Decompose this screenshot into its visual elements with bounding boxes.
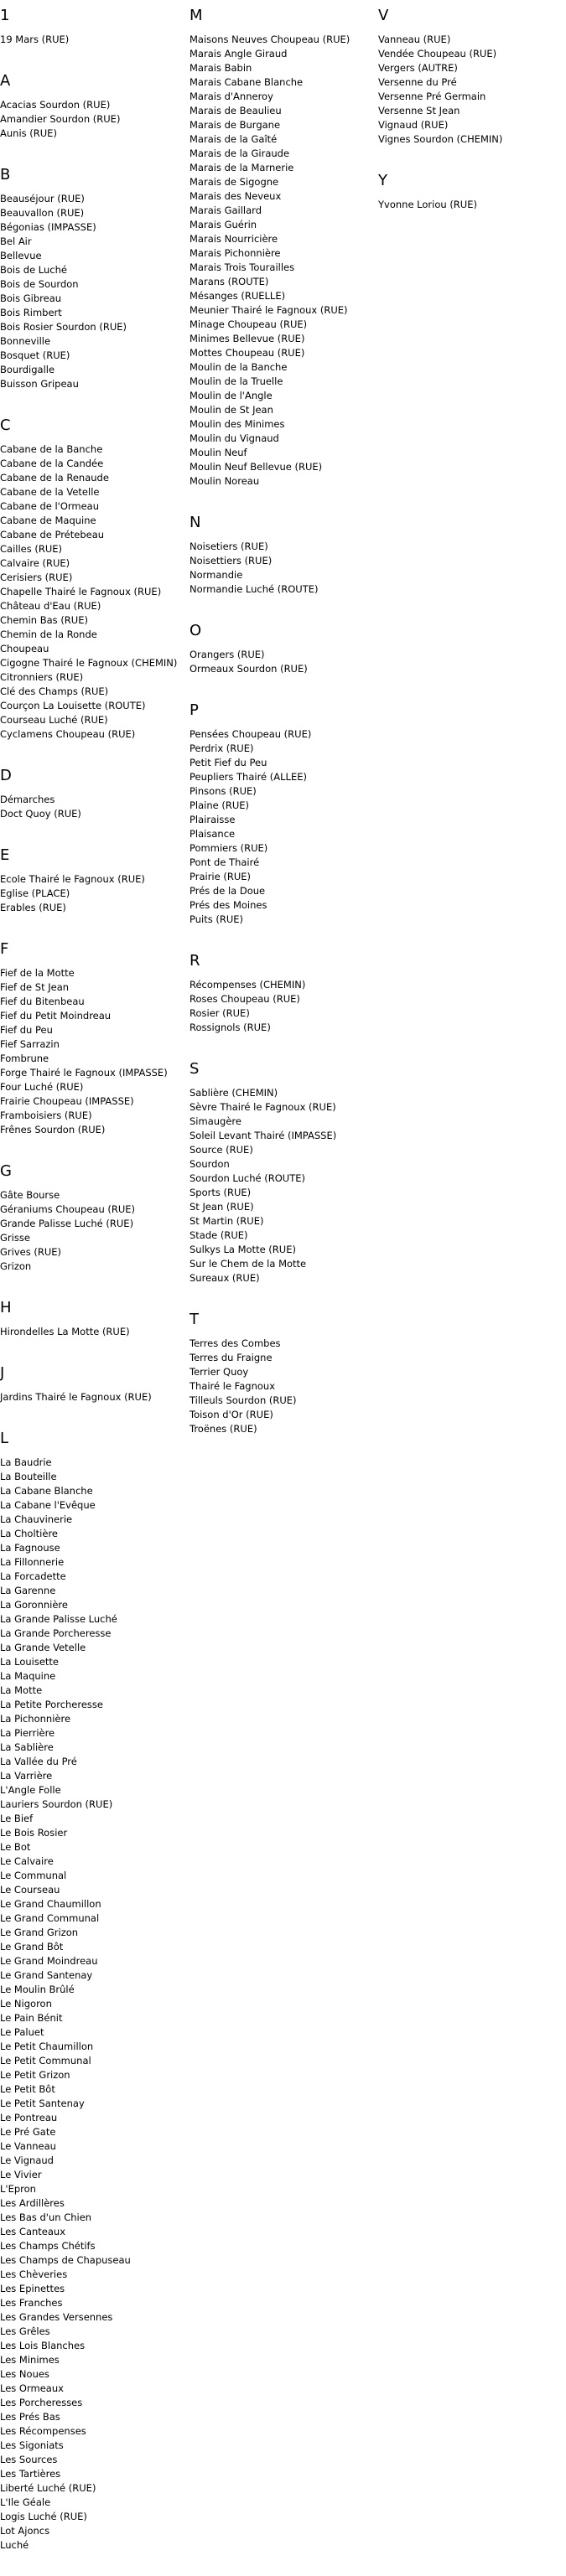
letter-heading: H	[0, 1299, 12, 1316]
street-name: Sèvre Thairé le Fagnoux (RUE)	[190, 1101, 336, 1113]
street-name: Les Minimes	[0, 2354, 60, 2366]
street-name: Simaugère	[190, 1115, 241, 1127]
letter-group	[0, 765, 190, 821]
street-name: Sur le Chem de la Motte	[190, 1258, 307, 1270]
street-name: La Motte	[0, 1684, 43, 1696]
street-name: Terrier Quoy	[190, 1366, 249, 1378]
street-name: Fief du Petit Moindreau	[0, 1010, 112, 1022]
street-name: Les Prés Bas	[0, 2411, 60, 2423]
street-name: Plaine (RUE)	[190, 799, 250, 811]
letter-group	[378, 5, 566, 147]
street-name: St Jean (RUE)	[190, 1201, 254, 1213]
street-name: Cerisiers (RUE)	[0, 572, 73, 583]
street-name: Normandie	[190, 569, 243, 581]
letter-heading: A	[0, 72, 11, 90]
street-name: Luché	[0, 2539, 29, 2551]
street-list	[190, 1086, 378, 1285]
street-name: Le Petit Chaumillon	[0, 2041, 94, 2052]
street-name: Toison d'Or (RUE)	[190, 1409, 273, 1420]
letter-heading: M	[190, 7, 203, 24]
letter-heading: R	[190, 952, 200, 970]
street-list	[0, 966, 190, 1137]
street-name: L'Epron	[0, 2183, 36, 2195]
letter-heading: J	[0, 1364, 5, 1382]
street-name: La Louisette	[0, 1656, 59, 1668]
street-name: Noisettiers (RUE)	[190, 555, 273, 566]
street-name: Sablière (CHEMIN)	[190, 1087, 278, 1099]
street-name: Le Petit Grizon	[0, 2069, 70, 2081]
letter-group	[190, 700, 378, 927]
street-name: Choupeau	[0, 643, 49, 654]
street-name: La Petite Porcheresse	[0, 1699, 103, 1710]
street-name: Versenne du Pré	[378, 76, 457, 88]
street-name: Vignaud (RUE)	[378, 119, 449, 131]
street-name: Liberté Luché (RUE)	[0, 2482, 96, 2494]
street-name: La Goronnière	[0, 1599, 68, 1611]
street-name: Moulin de St Jean	[190, 404, 273, 416]
street-name: Le Grand Communal	[0, 1912, 100, 1924]
street-name: La Cabane Blanche	[0, 1485, 93, 1497]
street-name: Les Ardillères	[0, 2197, 65, 2209]
street-name: Sureaux (RUE)	[190, 1272, 260, 1284]
street-name: Les Grêles	[0, 2325, 50, 2337]
street-list	[190, 540, 378, 597]
street-name: Les Récompenses	[0, 2425, 86, 2437]
letter-heading: 1	[0, 7, 10, 24]
street-name: Le Bois Rosier	[0, 1827, 68, 1839]
letter-group	[0, 415, 190, 742]
street-name: Le Grand Bôt	[0, 1941, 64, 1953]
street-name: Plaisance	[190, 828, 236, 840]
street-name: Prés des Moines	[190, 899, 267, 911]
street-name: Courçon La Louisette (ROUTE)	[0, 700, 146, 711]
street-name: Forge Thairé le Fagnoux (IMPASSE)	[0, 1067, 168, 1079]
street-list	[0, 192, 190, 391]
street-name: Moulin Neuf Bellevue (RUE)	[190, 461, 323, 473]
street-name: Les Sources	[0, 2454, 58, 2465]
street-name: Les Champs Chétifs	[0, 2240, 96, 2252]
street-name: La Cabane l'Evêque	[0, 1499, 96, 1511]
street-name: Les Porcheresses	[0, 2397, 83, 2408]
street-name: Les Tartières	[0, 2468, 61, 2480]
street-name: Les Sigoniats	[0, 2439, 64, 2451]
street-name: Ormeaux Sourdon (RUE)	[190, 663, 308, 675]
street-name: Jardins Thairé le Fagnoux (RUE)	[0, 1391, 152, 1403]
street-name: La Fagnouse	[0, 1542, 60, 1554]
street-name: Le Vivier	[0, 2169, 42, 2180]
street-list	[0, 442, 190, 742]
street-name: La Baudrie	[0, 1456, 52, 1468]
street-name: Versenne St Jean	[378, 105, 460, 116]
street-name: La Garenne	[0, 1585, 56, 1596]
street-name: Lauriers Sourdon (RUE)	[0, 1798, 113, 1810]
street-name: La Chauvinerie	[0, 1513, 73, 1525]
street-name: Fief Sarrazin	[0, 1038, 60, 1050]
street-name: Marans (ROUTE)	[190, 276, 269, 287]
street-list	[378, 33, 566, 147]
street-name: Bois Rimbert	[0, 307, 62, 318]
street-name: Le Bot	[0, 1841, 31, 1853]
street-name: Cailles (RUE)	[0, 543, 63, 555]
street-name: Marais des Neveux	[190, 190, 282, 202]
street-name: Les Epinettes	[0, 2283, 65, 2294]
street-name: Marais Gaillard	[190, 204, 262, 216]
letter-group	[0, 1363, 190, 1404]
street-name: Pensées Choupeau (RUE)	[190, 728, 312, 740]
street-name: Marais Nourricière	[190, 233, 278, 245]
street-name: Roses Choupeau (RUE)	[190, 993, 300, 1005]
street-name: Sourdon	[190, 1158, 230, 1170]
street-name: Bois de Sourdon	[0, 278, 79, 290]
street-name: Terres des Combes	[190, 1337, 281, 1349]
letter-group	[190, 620, 378, 676]
street-name: Géraniums Choupeau (RUE)	[0, 1203, 136, 1215]
street-name: Bosquet (RUE)	[0, 349, 70, 361]
street-name: Chemin Bas (RUE)	[0, 614, 88, 626]
street-name: Moulin du Vignaud	[190, 432, 279, 444]
street-name: Mottes Choupeau (RUE)	[190, 347, 305, 359]
street-name: Le Pontreau	[0, 2112, 58, 2123]
letter-group	[0, 845, 190, 915]
street-name: Mésanges (RUELLE)	[190, 290, 286, 302]
street-name: Les Noues	[0, 2368, 49, 2380]
street-name: Le Courseau	[0, 1884, 60, 1896]
street-name: Moulin Neuf	[190, 447, 247, 458]
street-name: Démarches	[0, 794, 55, 805]
letter-group	[0, 70, 190, 141]
street-name: Le Communal	[0, 1870, 67, 1881]
street-name: Frênes Sourdon (RUE)	[0, 1124, 106, 1135]
letter-group	[190, 1058, 378, 1285]
street-name: Fief du Bitenbeau	[0, 996, 85, 1007]
street-list	[190, 33, 378, 489]
street-name: Fief de la Motte	[0, 967, 75, 979]
street-name: Cabane de Maquine	[0, 515, 96, 526]
letter-heading: D	[0, 767, 12, 784]
street-name: Eglise (PLACE)	[0, 887, 70, 899]
street-name: Noisetiers (RUE)	[190, 541, 268, 552]
street-name: Troënes (RUE)	[190, 1423, 257, 1435]
street-name: Le Petit Communal	[0, 2055, 91, 2066]
street-name: Marais d'Anneroy	[190, 91, 273, 102]
street-name: Clé des Champs (RUE)	[0, 685, 109, 697]
street-name: Moulin de la Banche	[190, 361, 288, 373]
letter-heading: C	[0, 416, 11, 434]
street-name: Bois Rosier Sourdon (RUE)	[0, 321, 127, 333]
street-list	[190, 648, 378, 676]
street-name: Calvaire (RUE)	[0, 557, 70, 569]
street-name: Château d'Eau (RUE)	[0, 600, 101, 612]
street-name: Moulin Noreau	[190, 475, 260, 487]
street-name: Les Canteaux	[0, 2226, 66, 2237]
street-name: Bellevue	[0, 250, 42, 261]
street-name: Framboisiers (RUE)	[0, 1110, 92, 1121]
letter-group	[0, 5, 190, 47]
street-name: Marais Guérin	[190, 219, 257, 230]
street-list	[0, 872, 190, 915]
street-name: Vergers (AUTRE)	[378, 62, 458, 74]
street-name: Doct Quoy (RUE)	[0, 808, 81, 820]
street-name: Le Bief	[0, 1813, 34, 1824]
street-name: Minage Choupeau (RUE)	[190, 318, 308, 330]
letter-group	[0, 1428, 190, 2553]
street-name: Marais Angle Giraud	[190, 48, 288, 59]
street-name: Moulin de la Truelle	[190, 375, 283, 387]
street-name: Récompenses (CHEMIN)	[190, 979, 306, 991]
street-name: Meunier Thairé le Fagnoux (RUE)	[190, 304, 348, 316]
street-name: Cigogne Thairé le Fagnoux (CHEMIN)	[0, 657, 178, 669]
street-name: Le Vignaud	[0, 2154, 54, 2166]
street-name: Marais de la Giraude	[190, 147, 290, 159]
street-name: La Forcadette	[0, 1570, 66, 1582]
street-name: L'Ile Géale	[0, 2496, 51, 2508]
street-name: La Grande Porcheresse	[0, 1627, 112, 1639]
street-name: Perdrix (RUE)	[190, 742, 254, 754]
street-name: St Martin (RUE)	[190, 1215, 264, 1227]
street-name: Bourdigalle	[0, 364, 55, 375]
street-name: Soleil Levant Thairé (IMPASSE)	[190, 1130, 337, 1141]
street-name: Marais de la Marnerie	[190, 162, 294, 173]
street-name: Le Vanneau	[0, 2140, 56, 2152]
street-name: Ecole Thairé le Fagnoux (RUE)	[0, 873, 145, 885]
street-name: Fief de St Jean	[0, 981, 70, 993]
street-name: Le Paluet	[0, 2026, 44, 2038]
street-name: La Pichonnière	[0, 1713, 71, 1725]
street-name: Grizon	[0, 1260, 32, 1272]
street-name: Normandie Luché (ROUTE)	[190, 583, 319, 595]
letter-group	[0, 939, 190, 1137]
street-name: Le Nigoron	[0, 1998, 52, 2010]
street-name: Chemin de la Ronde	[0, 628, 97, 640]
letter-group	[190, 512, 378, 597]
street-name: La Maquine	[0, 1670, 56, 1682]
street-name: Les Chèveries	[0, 2268, 68, 2280]
street-name: Petit Fief du Peu	[190, 757, 267, 768]
street-name: Beauvallon (RUE)	[0, 207, 85, 219]
street-name: Yvonne Loriou (RUE)	[378, 199, 477, 210]
street-index-column-1	[0, 5, 190, 2576]
street-name: Les Lois Blanches	[0, 2340, 86, 2351]
street-name: Moulin des Minimes	[190, 418, 285, 430]
street-list	[0, 1325, 190, 1339]
street-name: Hirondelles La Motte (RUE)	[0, 1326, 130, 1337]
street-name: Logis Luché (RUE)	[0, 2511, 87, 2522]
street-name: La Choltière	[0, 1528, 58, 1539]
street-name: Minimes Bellevue (RUE)	[190, 333, 305, 344]
street-name: Le Calvaire	[0, 1855, 54, 1867]
street-name: Marais Pichonnière	[190, 247, 281, 259]
street-index-column-3	[378, 5, 566, 235]
street-list	[378, 198, 566, 212]
street-name: Courseau Luché (RUE)	[0, 714, 108, 726]
street-name: Les Bas d'un Chien	[0, 2211, 92, 2223]
street-name: Cabane de Prétebeau	[0, 529, 105, 541]
letter-heading: N	[190, 514, 201, 531]
street-list	[0, 1456, 190, 2553]
street-list	[0, 793, 190, 821]
street-name: Acacias Sourdon (RUE)	[0, 99, 111, 111]
street-name: Stade (RUE)	[190, 1229, 248, 1241]
street-list	[190, 978, 378, 1035]
street-name: Bois de Luché	[0, 264, 67, 276]
street-name: Marais de Burgane	[190, 119, 281, 131]
street-name: Le Moulin Brûlé	[0, 1984, 75, 1995]
street-name: Fief du Peu	[0, 1024, 53, 1036]
street-name: 19 Mars (RUE)	[0, 34, 70, 45]
street-name: Pont de Thairé	[190, 856, 260, 868]
street-name: Amandier Sourdon (RUE)	[0, 113, 121, 125]
street-name: Le Petit Bôt	[0, 2083, 55, 2095]
street-name: Rosier (RUE)	[190, 1007, 250, 1019]
letter-group	[190, 950, 378, 1035]
street-name: La Varrière	[0, 1770, 53, 1782]
letter-group	[0, 1161, 190, 1274]
street-list	[0, 1390, 190, 1404]
street-name: Le Grand Moindreau	[0, 1955, 98, 1967]
street-name: Marais Cabane Blanche	[190, 76, 304, 88]
street-name: Gâte Bourse	[0, 1189, 60, 1201]
street-name: Marais Trois Tourailles	[190, 261, 295, 273]
street-name: Le Pré Gate	[0, 2126, 56, 2138]
street-name: Les Ormeaux	[0, 2382, 64, 2394]
letter-heading: Y	[378, 172, 387, 189]
street-name: Chapelle Thairé le Fagnoux (RUE)	[0, 586, 162, 597]
street-name: Les Franches	[0, 2297, 63, 2309]
letter-heading: P	[190, 701, 199, 719]
street-name: Sulkys La Motte (RUE)	[190, 1244, 296, 1255]
letter-heading: S	[190, 1060, 200, 1078]
street-name: Cabane de l'Ormeau	[0, 500, 100, 512]
street-name: L'Angle Folle	[0, 1784, 61, 1796]
street-name: Cyclamens Choupeau (RUE)	[0, 728, 136, 740]
letter-group	[378, 170, 566, 212]
street-name: Bois Gibreau	[0, 292, 62, 304]
street-name: Pommiers (RUE)	[190, 842, 268, 854]
street-name: Erables (RUE)	[0, 902, 66, 913]
street-name: Source (RUE)	[190, 1144, 253, 1156]
street-name: Le Pain Bénit	[0, 2012, 63, 2024]
street-name: Cabane de la Candée	[0, 458, 104, 469]
street-name: Plairaisse	[190, 814, 236, 825]
letter-heading: L	[0, 1430, 9, 1447]
street-name: Versenne Pré Germain	[378, 91, 486, 102]
street-name: La Bouteille	[0, 1471, 57, 1482]
street-name: Marais Babin	[190, 62, 252, 74]
street-name: Pinsons (RUE)	[190, 785, 257, 797]
street-name: Frairie Choupeau (IMPASSE)	[0, 1095, 134, 1107]
street-name: Le Grand Grizon	[0, 1927, 79, 1938]
street-name: Prés de la Doue	[190, 885, 266, 897]
street-name: Le Grand Chaumillon	[0, 1898, 101, 1910]
street-name: Vanneau (RUE)	[378, 34, 451, 45]
street-name: Marais de Beaulieu	[190, 105, 282, 116]
letter-heading: F	[0, 940, 9, 958]
letter-group	[0, 164, 190, 391]
letter-heading: E	[0, 846, 10, 864]
street-name: Le Grand Santenay	[0, 1969, 93, 1981]
street-name: Marais de la Gaîté	[190, 133, 278, 145]
street-name: Rossignols (RUE)	[190, 1022, 271, 1033]
street-name: Four Luché (RUE)	[0, 1081, 84, 1093]
street-name: Bel Air	[0, 235, 32, 247]
letter-group	[190, 1309, 378, 1436]
street-list	[0, 1188, 190, 1274]
street-name: Les Champs de Chapuseau	[0, 2254, 131, 2266]
letter-heading: O	[190, 622, 202, 639]
street-name: Aunis (RUE)	[0, 127, 57, 139]
street-name: Marais de Sigogne	[190, 176, 279, 188]
street-name: Puits (RUE)	[190, 913, 244, 925]
street-name: Moulin de l'Angle	[190, 390, 273, 401]
street-name: Le Petit Santenay	[0, 2098, 85, 2109]
street-list	[190, 1337, 378, 1436]
street-name: Grives (RUE)	[0, 1246, 62, 1258]
street-name: Fombrune	[0, 1053, 49, 1064]
street-name: Peupliers Thairé (ALLEE)	[190, 771, 307, 783]
letter-group	[190, 5, 378, 489]
street-list	[0, 98, 190, 141]
letter-heading: V	[378, 7, 389, 24]
street-list	[190, 727, 378, 927]
street-name: Orangers (RUE)	[190, 649, 265, 660]
street-name: Cabane de la Renaude	[0, 472, 109, 484]
street-name: Vignes Sourdon (CHEMIN)	[378, 133, 503, 145]
letter-heading: B	[0, 166, 11, 184]
street-name: Citronniers (RUE)	[0, 671, 84, 683]
street-name: La Sablière	[0, 1741, 54, 1753]
letter-heading: G	[0, 1162, 12, 1180]
street-name: Cabane de la Vetelle	[0, 486, 100, 498]
street-name: La Pierrière	[0, 1727, 55, 1739]
street-name: Beauséjour (RUE)	[0, 193, 85, 204]
letter-group	[0, 1297, 190, 1339]
letter-heading: T	[190, 1311, 199, 1328]
street-name: Terres du Fraigne	[190, 1352, 273, 1363]
street-name: Cabane de la Banche	[0, 443, 103, 455]
street-name: La Fillonnerie	[0, 1556, 65, 1568]
street-name: La Vallée du Pré	[0, 1756, 77, 1767]
street-name: Grande Palisse Luché (RUE)	[0, 1218, 134, 1229]
street-list	[0, 33, 190, 47]
street-name: La Grande Palisse Luché	[0, 1613, 117, 1625]
street-name: Buisson Gripeau	[0, 378, 79, 390]
street-name: Maisons Neuves Choupeau (RUE)	[190, 34, 351, 45]
street-name: Prairie (RUE)	[190, 871, 252, 882]
street-index-column-2	[190, 5, 378, 1460]
street-name: Les Grandes Versennes	[0, 2311, 113, 2323]
street-name: Thairé le Fagnoux	[190, 1380, 276, 1392]
street-name: Bégonias (IMPASSE)	[0, 221, 96, 233]
street-name: Vendée Choupeau (RUE)	[378, 48, 497, 59]
street-name: Grisse	[0, 1232, 30, 1244]
street-name: Sourdon Luché (ROUTE)	[190, 1172, 305, 1184]
street-name: Tilleuls Sourdon (RUE)	[190, 1394, 297, 1406]
street-name: La Grande Vetelle	[0, 1642, 86, 1653]
street-name: Bonneville	[0, 335, 51, 347]
street-name: Lot Ajoncs	[0, 2525, 50, 2537]
street-name: Sports (RUE)	[190, 1187, 252, 1198]
